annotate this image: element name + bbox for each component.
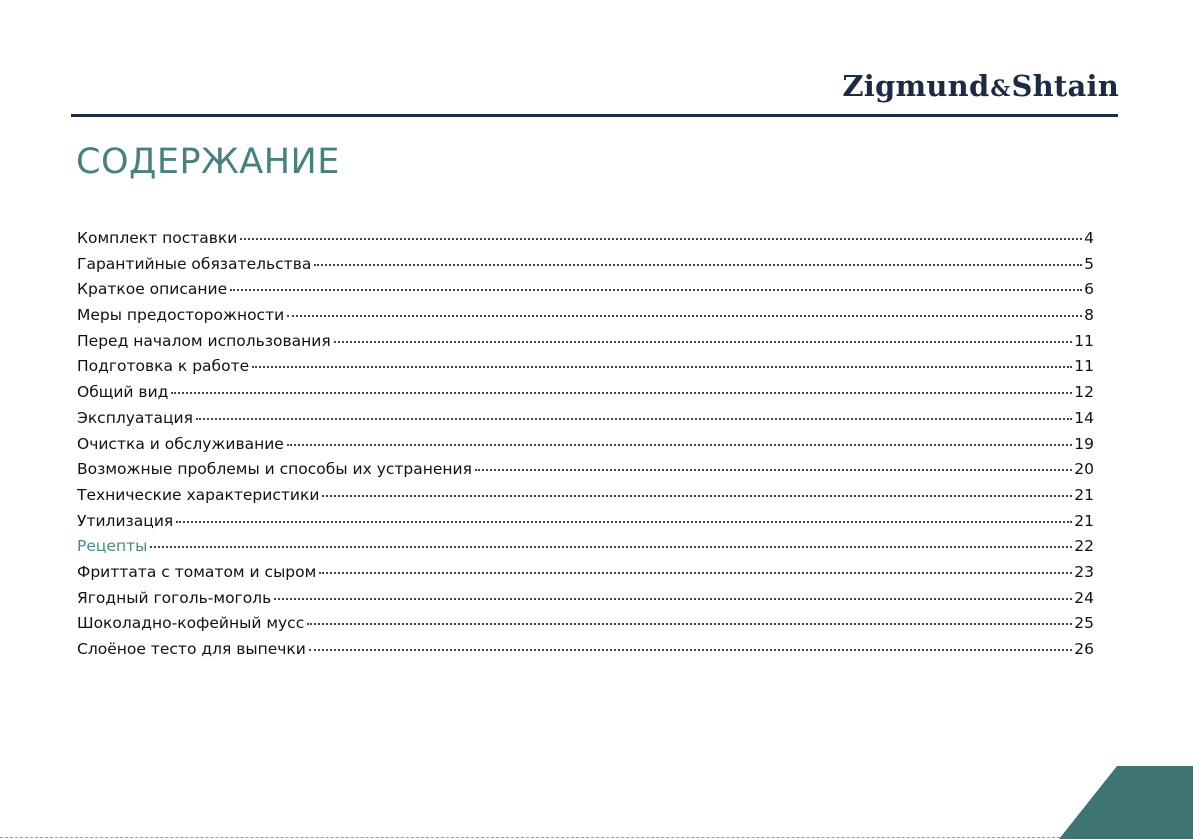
toc-dot-leader <box>176 521 1072 523</box>
toc-entry[interactable] <box>77 560 1094 586</box>
toc-entry-label: Комплект поставки <box>77 229 238 247</box>
toc-dot-leader <box>240 238 1082 240</box>
toc-entry-label: Возможные проблемы и способы их устранения <box>77 460 472 479</box>
toc-entry-page-number: 25 <box>1074 614 1094 633</box>
toc-entry-page-number: 5 <box>1084 254 1094 273</box>
toc-entry-page-number: 24 <box>1074 588 1094 607</box>
page-title: СОДЕРЖАНИЕ <box>76 142 340 182</box>
toc-dot-leader <box>322 495 1072 497</box>
toc-dot-leader <box>274 598 1072 600</box>
toc-entry-page-number: 21 <box>1074 485 1094 504</box>
toc-entry-page-number: 21 <box>1074 511 1094 530</box>
toc-entry-label: Технические характеристики <box>77 485 320 504</box>
toc-entry[interactable] <box>77 457 1094 483</box>
toc-entry-page-number: 20 <box>1074 460 1094 479</box>
toc-entry[interactable] <box>77 509 1094 535</box>
toc-entry[interactable] <box>77 406 1094 432</box>
brand-name-left: Zigmund <box>842 69 990 103</box>
toc-entry[interactable] <box>77 432 1094 458</box>
toc-entry[interactable] <box>77 586 1094 612</box>
toc-entry-label: Краткое описание <box>77 280 228 299</box>
toc-dot-leader <box>150 546 1072 548</box>
toc-entry-page-number: 11 <box>1074 331 1094 350</box>
toc-entry-label: Эксплуатация <box>77 408 193 427</box>
toc-dot-leader <box>196 418 1072 420</box>
toc-dot-leader <box>309 649 1072 651</box>
toc-dot-leader <box>334 341 1073 343</box>
toc-entry[interactable] <box>77 354 1094 380</box>
toc-entry-page-number: 12 <box>1074 383 1094 402</box>
toc-entry-label: Ягодный гоголь-моголь <box>77 588 272 607</box>
header-rule <box>71 114 1118 117</box>
toc-entry-page-number: 4 <box>1084 229 1094 247</box>
toc-entry[interactable] <box>77 534 1094 560</box>
toc-entry-label: Слоёное тесто для выпечки <box>77 640 306 658</box>
toc-dot-leader <box>319 572 1072 574</box>
toc-dot-leader <box>287 315 1082 317</box>
toc-entry-label: Общий вид <box>77 383 169 402</box>
toc-entry-page-number: 26 <box>1074 640 1094 658</box>
corner-triangle-decoration <box>1059 766 1193 839</box>
brand-name-right: Shtain <box>1011 69 1119 103</box>
toc-dot-leader <box>475 469 1072 471</box>
toc-entry[interactable] <box>77 329 1094 355</box>
toc-entry-label: Гарантийные обязательства <box>77 254 312 273</box>
toc-dot-leader <box>307 623 1072 625</box>
toc-entry-label: Очистка и обслуживание <box>77 434 284 453</box>
toc-entry-label: Перед началом использования <box>77 331 331 350</box>
toc-entry-label: Меры предосторожности <box>77 306 285 325</box>
toc-entry[interactable] <box>77 380 1094 406</box>
toc-entry-label: Фриттата с томатом и сыром <box>77 562 317 581</box>
table-of-contents <box>77 226 1094 663</box>
toc-dot-leader <box>252 366 1072 368</box>
toc-entry-page-number: 8 <box>1084 306 1094 325</box>
toc-entry[interactable] <box>77 226 1094 252</box>
toc-entry-label: Рецепты <box>77 537 148 556</box>
toc-entry-label: Утилизация <box>77 511 174 530</box>
brand-logo <box>842 66 1119 109</box>
toc-dot-leader <box>171 392 1072 394</box>
toc-entry-label: Шоколадно-кофейный мусс <box>77 614 305 633</box>
toc-entry-page-number: 22 <box>1074 537 1094 556</box>
toc-entry-page-number: 14 <box>1074 408 1094 427</box>
toc-entry[interactable] <box>77 611 1094 637</box>
toc-dot-leader <box>314 264 1082 266</box>
toc-entry-page-number: 19 <box>1074 434 1094 453</box>
toc-dot-leader <box>287 444 1072 446</box>
brand-ampersand: & <box>990 76 1011 102</box>
toc-entry[interactable] <box>77 252 1094 278</box>
toc-entry[interactable] <box>77 637 1094 663</box>
toc-entry[interactable] <box>77 277 1094 303</box>
page-bottom-dashed-line <box>0 837 1060 838</box>
toc-entry-label: Подготовка к работе <box>77 357 250 376</box>
toc-dot-leader <box>230 289 1082 291</box>
toc-entry[interactable] <box>77 303 1094 329</box>
toc-entry-page-number: 23 <box>1074 562 1094 581</box>
toc-entry[interactable] <box>77 483 1094 509</box>
toc-entry-page-number: 11 <box>1074 357 1094 376</box>
toc-entry-page-number: 6 <box>1084 280 1094 299</box>
